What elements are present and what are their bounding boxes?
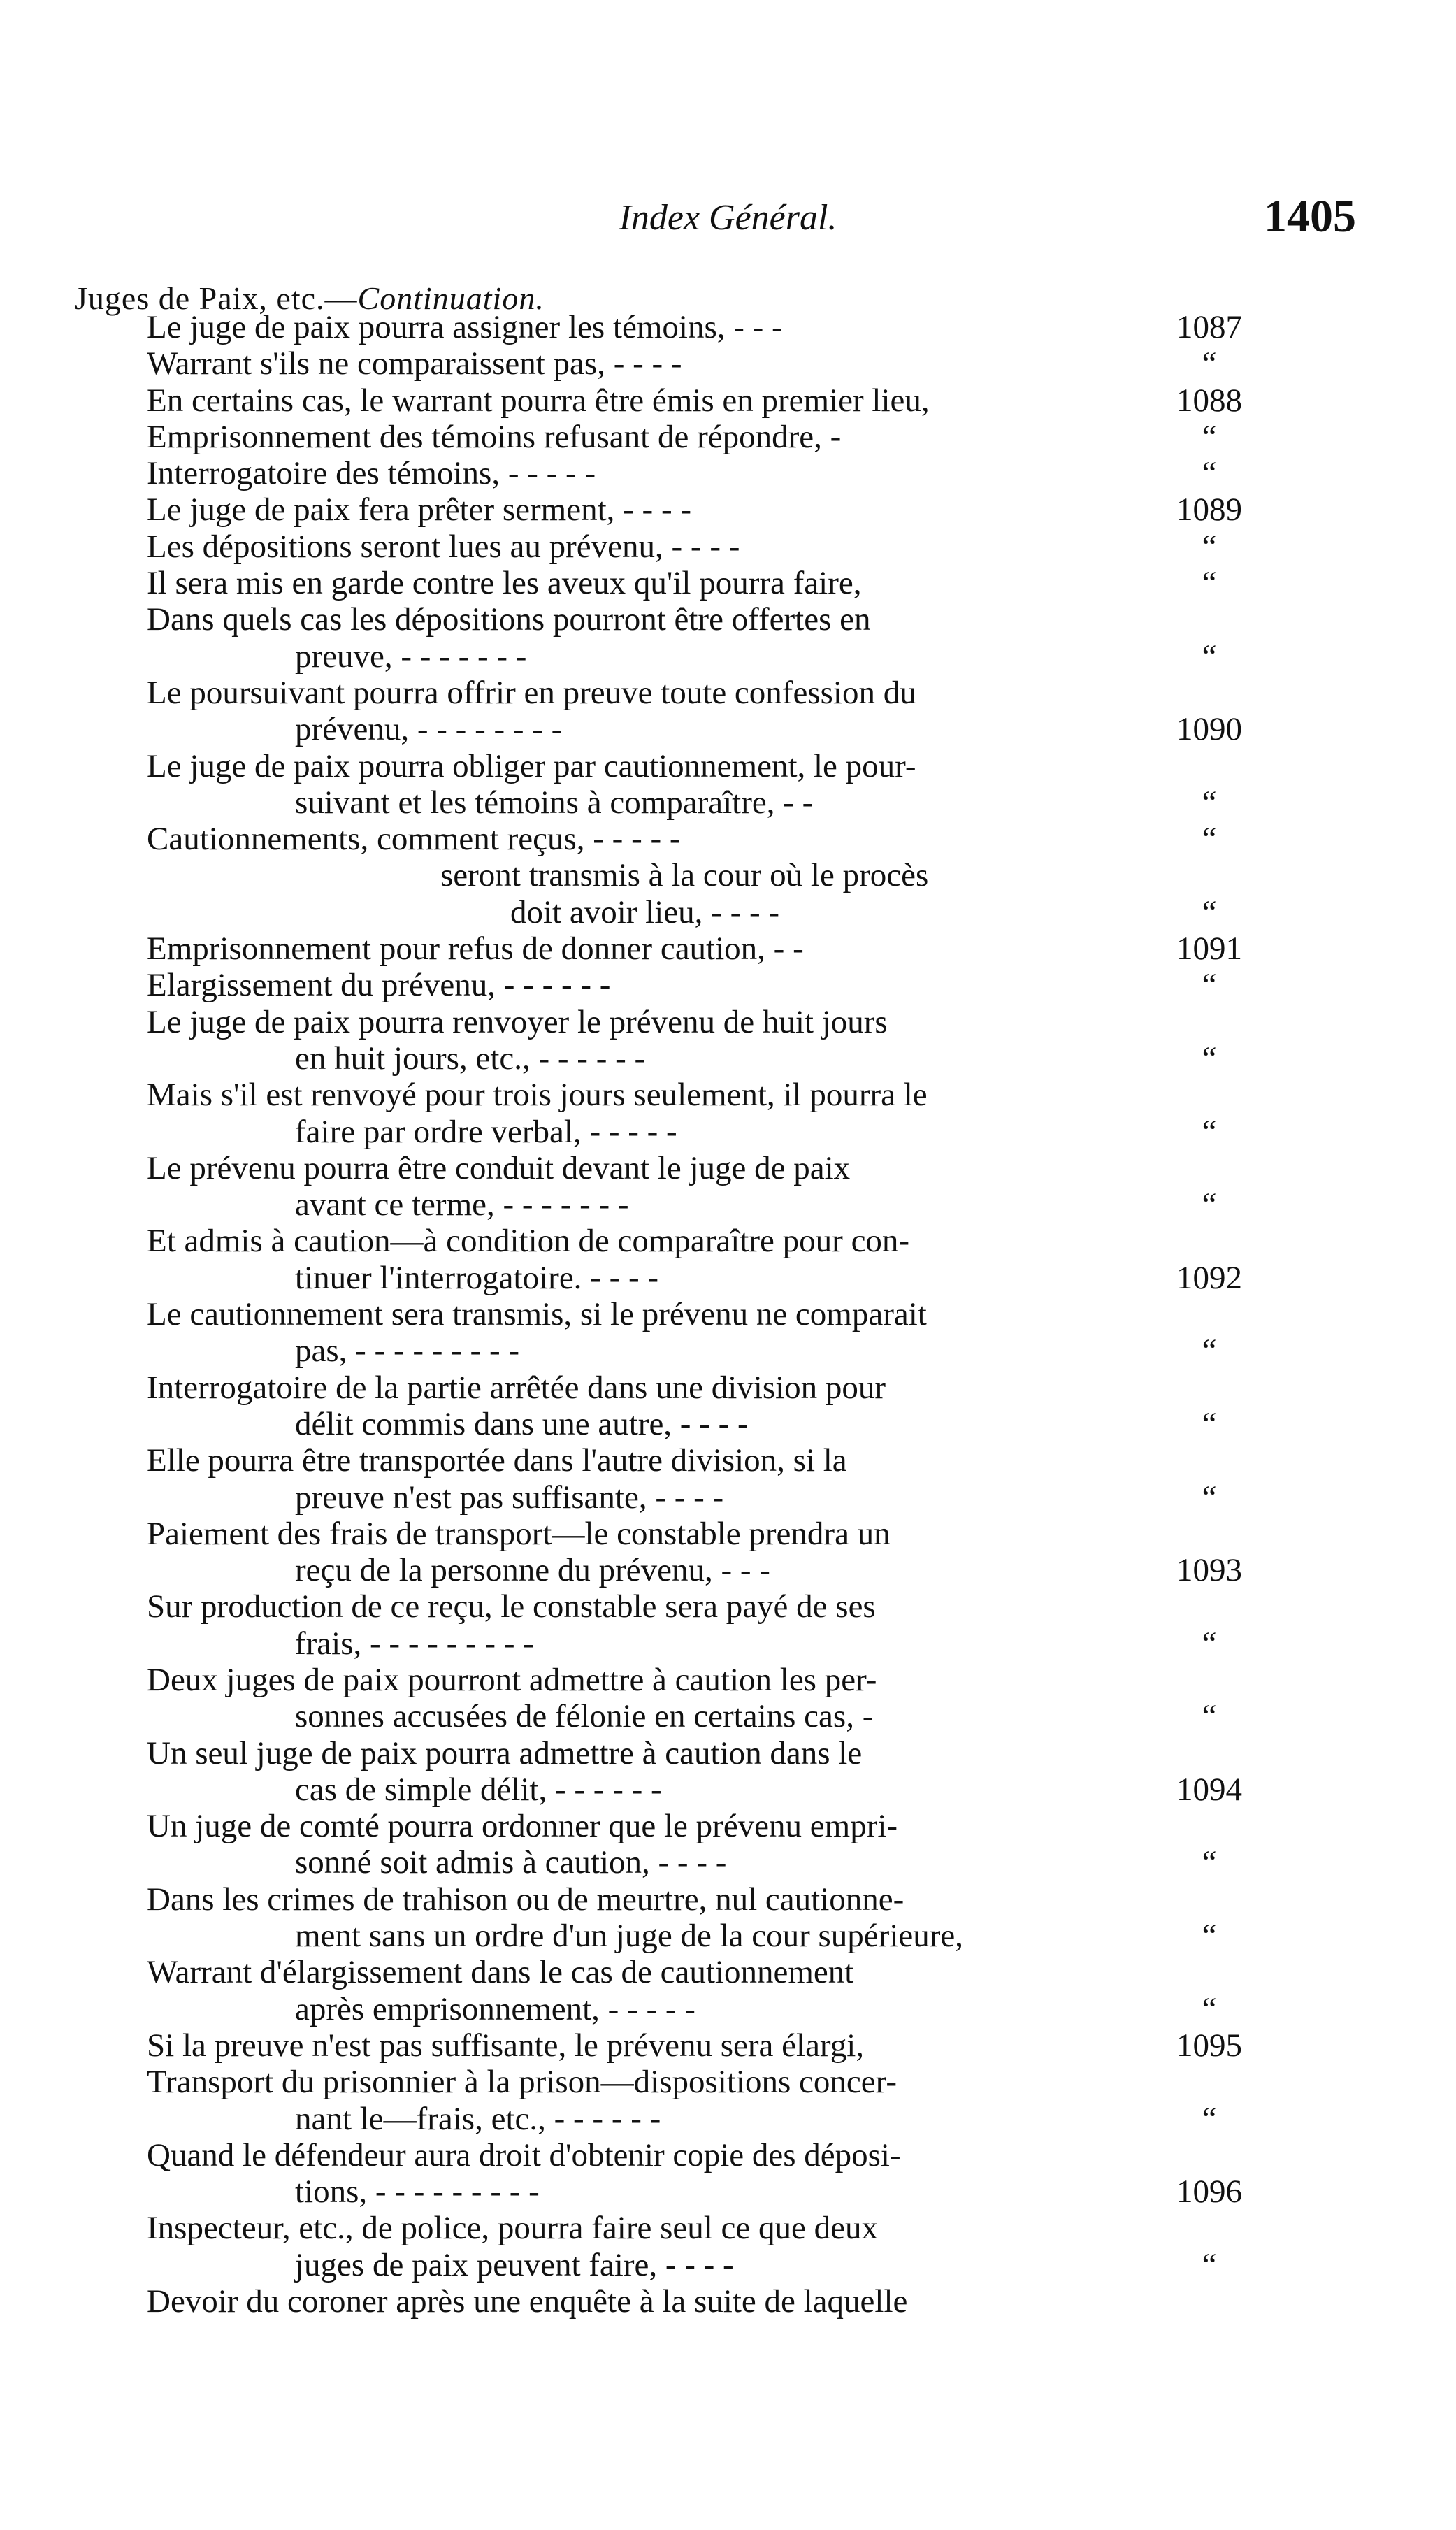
index-line-text: Elargissement du prévenu, - - - - - - xyxy=(147,967,611,1004)
index-line xyxy=(147,1552,1335,1588)
index-line xyxy=(147,309,1335,345)
index-line-ref: “ xyxy=(1202,528,1217,565)
index-line-ref: “ xyxy=(1202,2100,1217,2137)
index-line-text: Mais s'il est renvoyé pour trois jours seulement, il pourra le xyxy=(147,1077,928,1114)
index-line xyxy=(147,2027,1335,2064)
index-line-text: Si la preuve n'est pas suffisante, le prévenu sera élargi, xyxy=(147,2027,865,2064)
index-line-ref: “ xyxy=(1202,1918,1217,1955)
index-line-text: Le cautionnement sera transmis, si le prévenu ne comparait xyxy=(147,1296,927,1333)
index-line xyxy=(147,2210,1335,2246)
index-line-text: seront transmis à la cour où le procès xyxy=(440,857,929,894)
index-line-ref: 1087 xyxy=(1176,309,1242,345)
index-line xyxy=(147,601,1335,638)
index-line-ref: “ xyxy=(1202,967,1217,1004)
index-line xyxy=(147,382,1335,419)
index-line xyxy=(147,1370,1335,1406)
index-line-text: avant ce terme, - - - - - - - xyxy=(295,1186,629,1223)
index-line-text: sonné soit admis à caution, - - - - xyxy=(295,1844,727,1881)
index-line-ref: “ xyxy=(1202,2246,1217,2283)
index-line xyxy=(147,1735,1335,1771)
index-line-ref: 1093 xyxy=(1176,1552,1242,1589)
index-line-text: Paiement des frais de transport—le constable prendra un xyxy=(147,1515,891,1552)
index-line xyxy=(147,1223,1335,1259)
index-line-text: preuve, - - - - - - - xyxy=(295,638,527,675)
index-line-ref: 1089 xyxy=(1176,491,1242,529)
index-line-ref: “ xyxy=(1202,565,1217,602)
index-line-text: Le juge de paix fera prêter serment, - - - - xyxy=(147,491,692,529)
index-line xyxy=(147,1479,1335,1516)
section-continuation: Continuation. xyxy=(357,280,545,316)
index-line xyxy=(147,1771,1335,1808)
index-line xyxy=(147,1844,1335,1881)
index-line xyxy=(147,1881,1335,1918)
index-line xyxy=(147,1442,1335,1479)
index-line-text: Elle pourra être transportée dans l'autre division, si la xyxy=(147,1442,847,1479)
index-line-ref: “ xyxy=(1202,1040,1217,1077)
index-line-text: prévenu, - - - - - - - - xyxy=(295,711,563,748)
index-line-text: Transport du prisonnier à la prison—dispositions concer- xyxy=(147,2064,897,2101)
index-line-ref: “ xyxy=(1202,1186,1217,1223)
index-line xyxy=(147,1332,1335,1369)
index-line xyxy=(147,1004,1335,1040)
index-line-ref: “ xyxy=(1202,893,1217,930)
index-line xyxy=(147,894,1335,930)
index-line-ref: “ xyxy=(1202,1625,1217,1662)
index-line-text: Quand le défendeur aura droit d'obtenir copie des déposi- xyxy=(147,2136,901,2173)
index-line-text: reçu de la personne du prévenu, - - - xyxy=(295,1552,770,1589)
index-line-text: Un juge de comté pourra ordonner que le prévenu empri- xyxy=(147,1808,898,1845)
index-line-ref: “ xyxy=(1202,784,1217,821)
index-line-ref: “ xyxy=(1202,418,1217,455)
index-line xyxy=(147,784,1335,821)
index-line-ref: “ xyxy=(1202,821,1217,858)
index-line xyxy=(147,2173,1335,2210)
index-line xyxy=(147,1625,1335,1662)
index-line xyxy=(147,1516,1335,1552)
index-line-text: frais, - - - - - - - - - xyxy=(295,1625,534,1662)
index-line-text: Warrant d'élargissement dans le cas de cautionnement xyxy=(147,1954,854,1991)
page-number: 1405 xyxy=(1264,191,1356,242)
index-line-text: Devoir du coroner après une enquête à la suite de laquelle xyxy=(147,2283,908,2320)
index-line-ref: “ xyxy=(1202,1405,1217,1442)
index-line xyxy=(147,1662,1335,1698)
index-line-text: Deux juges de paix pourront admettre à caution les per- xyxy=(147,1661,877,1698)
index-line xyxy=(147,2101,1335,2137)
index-line-text: après emprisonnement, - - - - - xyxy=(295,1990,695,2027)
index-line-text: Inspecteur, etc., de police, pourra faire seul ce que deux xyxy=(147,2210,878,2247)
index-line xyxy=(147,1186,1335,1223)
index-line xyxy=(147,857,1335,893)
index-line-text: Cautionnements, comment reçus, - - - - - xyxy=(147,821,681,858)
index-line-text: Sur production de ce reçu, le constable sera payé de ses xyxy=(147,1588,876,1625)
index-line xyxy=(147,2064,1335,2100)
index-line-text: nant le—frais, etc., - - - - - - xyxy=(295,2100,661,2137)
index-line-ref: 1096 xyxy=(1176,2173,1242,2211)
index-line xyxy=(147,967,1335,1003)
index-line-ref: “ xyxy=(1202,1698,1217,1735)
index-line-ref: “ xyxy=(1202,1332,1217,1370)
index-line xyxy=(147,1991,1335,2027)
index-line xyxy=(147,345,1335,382)
index-line xyxy=(147,565,1335,601)
index-line xyxy=(147,1808,1335,1844)
index-line-text: Dans quels cas les dépositions pourront être offertes en xyxy=(147,601,871,638)
index-line-text: suivant et les témoins à comparaître, - - xyxy=(295,784,814,821)
index-line xyxy=(147,1260,1335,1296)
index-entries xyxy=(147,309,1335,2320)
index-line xyxy=(147,529,1335,565)
index-line xyxy=(147,2283,1335,2320)
index-line xyxy=(147,1077,1335,1113)
index-line-text: Le juge de paix pourra obliger par cautionnement, le pour- xyxy=(147,747,916,784)
index-line xyxy=(147,748,1335,784)
index-line-ref: “ xyxy=(1202,638,1217,675)
index-line-text: En certains cas, le warrant pourra être émis en premier lieu, xyxy=(147,382,930,419)
index-line-text: pas, - - - - - - - - - xyxy=(295,1332,520,1370)
index-line-text: Les dépositions seront lues au prévenu, - - - - xyxy=(147,528,740,565)
index-line-text: Dans les crimes de trahison ou de meurtre, nul cautionne- xyxy=(147,1881,904,1918)
running-title: Index Général. xyxy=(619,198,837,238)
index-line-ref: “ xyxy=(1202,345,1217,382)
index-line-text: Il sera mis en garde contre les aveux qu'il pourra faire, xyxy=(147,565,862,602)
index-line-text: Et admis à caution—à condition de comparaître pour con- xyxy=(147,1223,910,1260)
index-line-text: Emprisonnement pour refus de donner caution, - - xyxy=(147,930,804,968)
index-line xyxy=(147,2247,1335,2283)
index-line-ref: “ xyxy=(1202,1990,1217,2027)
index-line-text: en huit jours, etc., - - - - - - xyxy=(295,1040,646,1077)
index-line-text: preuve n'est pas suffisante, - - - - xyxy=(295,1479,724,1516)
index-line xyxy=(147,711,1335,747)
index-line xyxy=(147,1698,1335,1734)
index-line-text: cas de simple délit, - - - - - - xyxy=(295,1771,662,1808)
index-line-ref: “ xyxy=(1202,1113,1217,1150)
index-line-text: doit avoir lieu, - - - - xyxy=(510,893,780,930)
index-line xyxy=(147,1918,1335,1954)
index-line-text: faire par ordre verbal, - - - - - xyxy=(295,1113,677,1150)
index-line-text: juges de paix peuvent faire, - - - - xyxy=(295,2246,734,2283)
index-line xyxy=(147,419,1335,455)
index-line-ref: 1091 xyxy=(1176,930,1242,968)
index-line xyxy=(147,1588,1335,1625)
index-line xyxy=(147,638,1335,675)
index-line-ref: 1094 xyxy=(1176,1771,1242,1808)
index-line-ref: 1090 xyxy=(1176,711,1242,748)
index-line xyxy=(147,455,1335,491)
index-line-ref: 1092 xyxy=(1176,1259,1242,1296)
index-line-text: ment sans un ordre d'un juge de la cour supérieure, xyxy=(295,1918,963,1955)
index-line xyxy=(147,675,1335,711)
index-line-text: Le juge de paix pourra renvoyer le prévenu de huit jours xyxy=(147,1003,888,1040)
index-line-text: Le poursuivant pourra offrir en preuve toute confession du xyxy=(147,674,916,711)
index-line xyxy=(147,1114,1335,1150)
index-line-text: délit commis dans une autre, - - - - xyxy=(295,1405,749,1442)
index-line-text: Emprisonnement des témoins refusant de répondre, - xyxy=(147,418,842,455)
index-line-text: Le juge de paix pourra assigner les témoins, - - - xyxy=(147,309,783,345)
index-line-ref: 1095 xyxy=(1176,2027,1242,2064)
index-line-ref: “ xyxy=(1202,455,1217,492)
index-line-text: Warrant s'ils ne comparaissent pas, - - - - xyxy=(147,345,682,382)
index-line-ref: 1088 xyxy=(1176,382,1242,419)
index-line-text: tinuer l'interrogatoire. - - - - xyxy=(295,1259,659,1296)
index-line xyxy=(147,821,1335,857)
index-line xyxy=(147,1406,1335,1442)
index-line xyxy=(147,1954,1335,1990)
index-line-text: tions, - - - - - - - - - xyxy=(295,2173,540,2211)
index-line xyxy=(147,1150,1335,1186)
index-line-text: sonnes accusées de félonie en certains cas, - xyxy=(295,1698,874,1735)
index-line-text: Le prévenu pourra être conduit devant le juge de paix xyxy=(147,1149,851,1186)
index-line-text: Interrogatoire de la partie arrêtée dans une division pour xyxy=(147,1369,886,1406)
index-line-ref: “ xyxy=(1202,1844,1217,1881)
index-line xyxy=(147,930,1335,967)
index-line-text: Interrogatoire des témoins, - - - - - xyxy=(147,455,596,492)
section-heading-text: Juges de Paix, etc.— xyxy=(75,280,358,316)
index-line xyxy=(147,1296,1335,1332)
index-line xyxy=(147,491,1335,528)
index-line-ref: “ xyxy=(1202,1479,1217,1516)
index-line-text: Un seul juge de paix pourra admettre à caution dans le xyxy=(147,1734,863,1771)
index-line xyxy=(147,2137,1335,2173)
index-line xyxy=(147,1040,1335,1077)
